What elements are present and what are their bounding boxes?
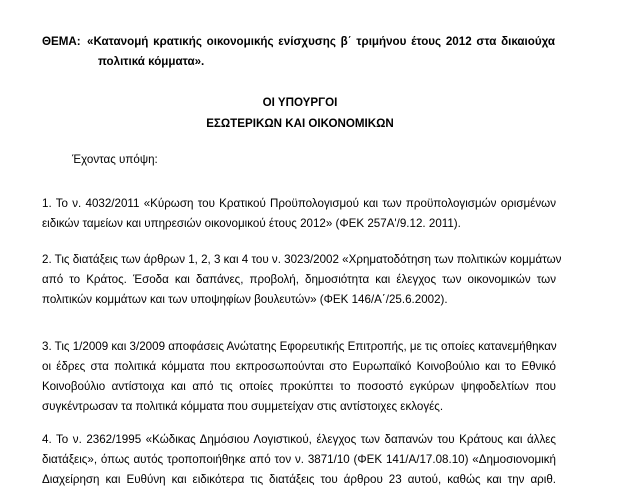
subject-line: «Κατανομή κρατικής οικονομικής ενίσχυσης β΄ τριμήνου έτους 2012 στα δικαιούχα <box>87 35 555 48</box>
paragraph-line: 1. Το ν. 4032/2011 «Κύρωση του Κρατικού Προϋπολογισμού και των προϋπολογισμών ορισμένων <box>42 197 556 210</box>
paragraph-line: ειδικών ταμείων και υπηρεσιών οικονομικού έτους 2012» (ΦΕΚ 257Α'/9.12. 2011). <box>42 217 461 230</box>
paragraph-line: 3. Τις 1/2009 και 3/2009 αποφάσεις Ανώτατης Εφορευτικής Επιτροπής, με τις οποίες κατανεμήθηκαν <box>42 340 557 353</box>
paragraph-line: 2. Τις διατάξεις των άρθρων 1, 2, 3 και 4 του ν. 3023/2002 «Χρηματοδότηση των πολιτικών κομμάτων <box>42 253 562 266</box>
paragraph-line: συγκέντρωσαν τα πολιτικά κόμματα που συμμετείχαν στις αντίστοιχες εκλογές. <box>42 400 444 413</box>
subject-label: ΘΕΜΑ: <box>42 35 81 48</box>
paragraph-line: οι έδρες στα πολιτικά κόμματα που εκπροσωπούνται στο Ευρωπαϊκό Κοινοβούλιο και το Εθνικό <box>42 360 556 373</box>
paragraph-line: Διαχείρηση και Ευθύνη και ειδικότερα τις διατάξεις του άρθρου 23 αυτού, καθώς και την αριθ. <box>42 473 556 486</box>
subject-line: πολιτικά κόμματα». <box>98 55 205 68</box>
heading-line: ΟΙ ΥΠΟΥΡΓΟΙ <box>262 96 338 109</box>
intro-text: Έχοντας υπόψη: <box>72 153 158 166</box>
paragraph-line: 4. Το ν. 2362/1995 «Κώδικας Δημόσιου Λογιστικού, έλεγχος των δαπανών του Κράτους και άλλες <box>42 433 556 446</box>
paragraph-line: διατάξεις», όπως αυτός τροποποιήθηκε από τον ν. 3871/10 (ΦΕΚ 141/Α/17.08.10) «Δημοσιονομική <box>42 453 556 466</box>
paragraph-line: πολιτικών κομμάτων και των υποψηφίων βουλευτών» (ΦΕΚ 146/Α΄/25.6.2002). <box>42 293 448 306</box>
paragraph-line: Κοινοβούλιο αντίστοιχα και από τις οποίες προκύπτει το ποσοστό εγκύρων ψηφοδελτίων που <box>42 380 556 393</box>
paragraph-line: από το Κράτος. Έσοδα και δαπάνες, προβολή, δημοσιότητα και έλεγχος των οικονομικών των <box>42 273 556 286</box>
heading-line: ΕΣΩΤΕΡΙΚΩΝ ΚΑΙ ΟΙΚΟΝΟΜΙΚΩΝ <box>206 117 394 130</box>
